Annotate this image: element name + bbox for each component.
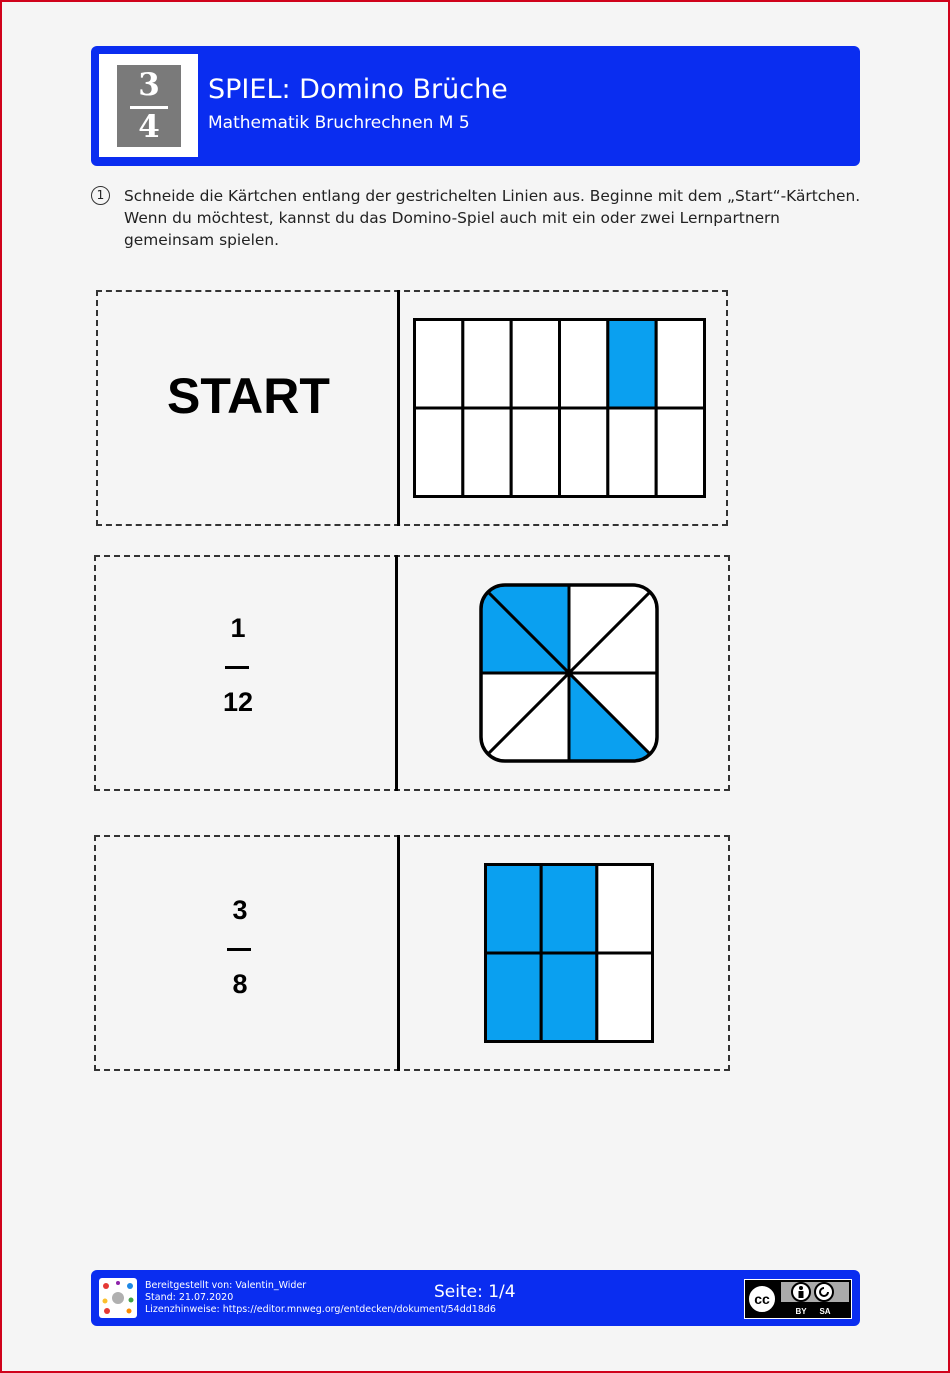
fraction-denominator: 8	[232, 969, 248, 999]
grid-cell	[511, 320, 559, 409]
fraction-denominator: 12	[222, 687, 254, 717]
cc-license-badge[interactable]	[744, 1279, 852, 1319]
cc-glyph: cc	[754, 1291, 770, 1307]
cc-by-sa-icon	[745, 1280, 851, 1318]
grid-cell	[415, 408, 463, 497]
domino-card-3-8	[94, 835, 730, 1071]
publisher-logo	[99, 1278, 137, 1318]
sa-label: SA	[819, 1307, 831, 1316]
footer-license-link[interactable]: Lizenzhinweise: https://editor.mnweg.org/entdecken/dokument/54dd18d6	[145, 1304, 496, 1315]
fraction-sector-figure	[479, 583, 659, 763]
grid-cell	[597, 865, 653, 954]
footer-provided-by: Bereitgestellt von: Valentin_Wider	[145, 1280, 307, 1291]
grid-cell	[560, 320, 608, 409]
fraction-logo	[99, 54, 198, 157]
fraction-numerator: 1	[230, 613, 246, 643]
domino-divider	[397, 835, 400, 1071]
shaded-cell	[541, 953, 597, 1042]
page-title: SPIEL: Domino Brüche	[208, 74, 508, 105]
header-banner	[91, 46, 860, 166]
logo-denominator: 4	[138, 109, 160, 145]
grid-cell	[463, 408, 511, 497]
footer-banner	[91, 1270, 860, 1326]
grid-cell	[560, 408, 608, 497]
fraction-grid-figure	[484, 863, 654, 1043]
page-subtitle: Mathematik Bruchrechnen M 5	[208, 113, 470, 133]
grid-cell	[415, 320, 463, 409]
fraction-bar	[227, 948, 251, 951]
domino-card-1-12	[94, 555, 730, 791]
grid-cell	[608, 408, 656, 497]
instruction-text: Schneide die Kärtchen entlang der gestrichelten Linien aus. Beginne mit dem „Start“-Kärtchen. Wenn du möchtest, kannst du das Domino-Spiel auch mit ein oder zwei Lernpartnern gemeinsam spielen.	[124, 187, 861, 249]
step-number-badge: 1	[91, 186, 110, 205]
grid-cell	[511, 408, 559, 497]
fraction-bar	[225, 666, 249, 669]
page-number: Seite: 1/4	[434, 1282, 516, 1302]
publisher-logo-icon	[99, 1278, 137, 1318]
start-label: START	[167, 368, 330, 424]
shaded-cell	[541, 865, 597, 954]
domino-divider	[397, 290, 400, 526]
domino-card-start	[96, 290, 728, 526]
fraction-grid-figure	[413, 318, 706, 498]
fraction-numerator: 3	[232, 895, 248, 925]
footer-date: Stand: 21.07.2020	[145, 1292, 234, 1303]
grid-cell	[656, 320, 704, 409]
grid-cell	[597, 953, 653, 1042]
logo-numerator: 3	[138, 67, 160, 103]
shaded-cell	[486, 865, 542, 954]
by-label: BY	[795, 1307, 807, 1316]
grid-cell	[463, 320, 511, 409]
fraction-logo-tile	[117, 65, 181, 147]
shaded-cell	[486, 953, 542, 1042]
grid-cell	[656, 408, 704, 497]
domino-divider	[395, 555, 398, 791]
shaded-cell	[608, 320, 656, 409]
